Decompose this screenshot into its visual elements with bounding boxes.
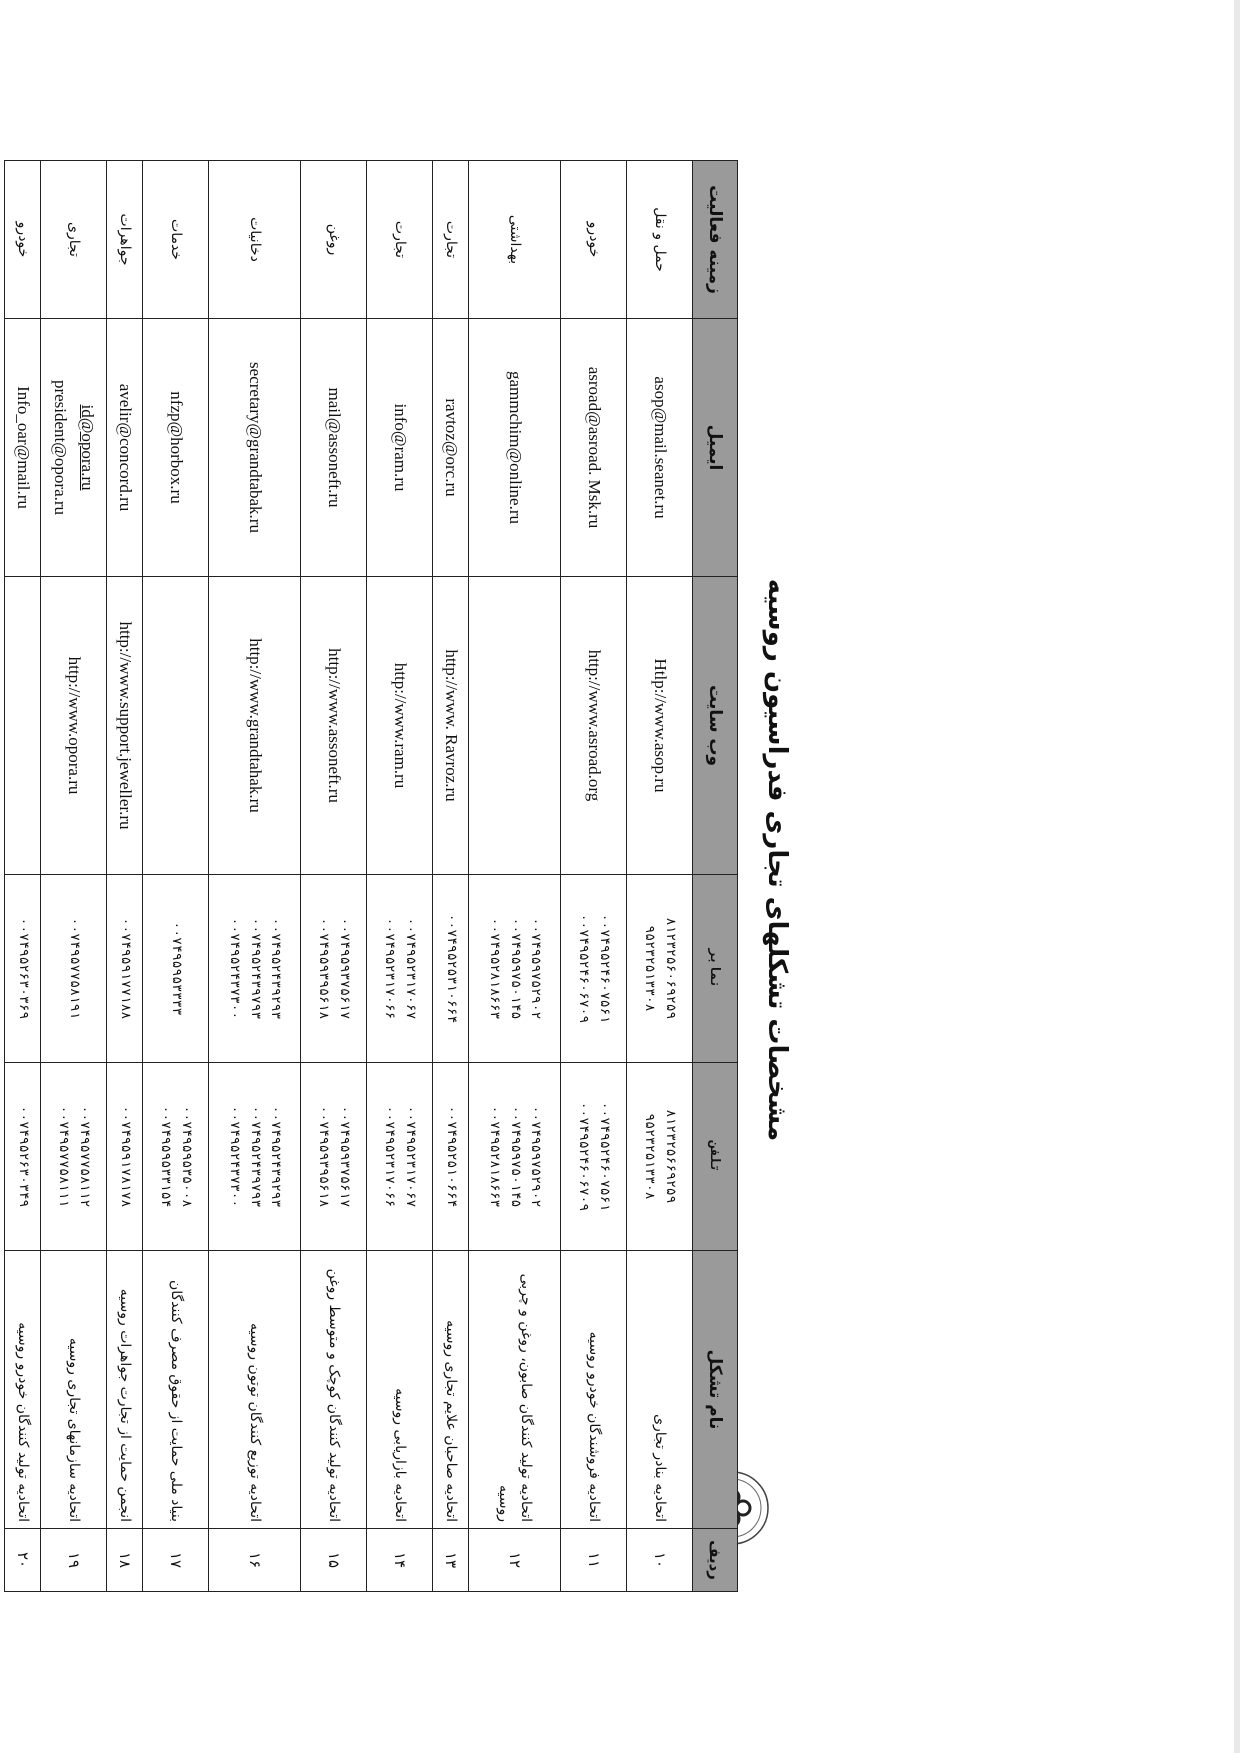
- row-number: ۱۵: [301, 1529, 367, 1592]
- phone-number: ۰۰۷۴۹۵۹۳۹۵۶۱۸: [316, 1105, 332, 1208]
- fax-number: ۰۰۷۴۹۵۲۶۳۰۳۶۹: [15, 917, 31, 1020]
- row-number: ۱۶: [209, 1529, 301, 1592]
- row-number: ۱۷: [143, 1529, 209, 1592]
- organizations-table: [4, 160, 738, 1592]
- phone-cell: [5, 1063, 41, 1251]
- organization-name: اتحادیه تولید کنندگان صابون، روغن و چربی روسیه: [469, 1251, 561, 1529]
- header-row-number: ردیف: [693, 1529, 738, 1592]
- phone-number: ۸۱۲۳۲۵۶۶۹۲۵۹: [662, 1109, 678, 1204]
- fax-number: ۰۰۷۴۹۵۷۷۵۸۱۹۱: [66, 917, 82, 1020]
- email-cell: [209, 319, 301, 577]
- email-link[interactable]: gammchim@online.ru: [505, 370, 525, 525]
- phone-number: ۰۰۷۴۹۵۲۴۶۰۷۵۶۱: [596, 1101, 612, 1212]
- fax-cell: [41, 875, 107, 1063]
- table-row: [367, 161, 433, 1592]
- website-link[interactable]: http://www.ram.ru: [367, 577, 433, 875]
- phone-number: ۰۰۷۴۹۵۹۵۳۳۱۵۴: [158, 1105, 174, 1208]
- website-link[interactable]: [143, 577, 209, 875]
- website-link[interactable]: Htlp://www.asop.ru: [627, 577, 693, 875]
- email-cell: [5, 319, 41, 577]
- phone-cell: [107, 1063, 143, 1251]
- organization-name: بنیاد ملی حمایت از حقوق مصرف کنندگان: [143, 1251, 209, 1529]
- fax-cell: [433, 875, 469, 1063]
- activity-field: حمل و نقل: [627, 161, 693, 319]
- phone-number: ۰۰۷۴۹۵۲۴۳۷۳۰۰: [227, 1105, 243, 1208]
- email-link[interactable]: ravtoz@orc.ru: [441, 398, 461, 497]
- email-cell: [433, 319, 469, 577]
- email-link[interactable]: id@opora.ru: [77, 404, 97, 491]
- fax-cell: [561, 875, 627, 1063]
- table-row: [107, 161, 143, 1592]
- header-website: وب سایت: [693, 577, 738, 875]
- activity-field: بهداشتی: [469, 161, 561, 319]
- phone-number: ۰۰۷۴۹۵۷۷۵۸۱۱۱: [56, 1105, 72, 1208]
- phone-number: ۰۰۷۴۹۵۹۷۵۰۱۴۵: [507, 1105, 523, 1208]
- phone-cell: [41, 1063, 107, 1251]
- header-name: نام تشکل: [693, 1251, 738, 1529]
- phone-number: ۰۰۷۴۹۵۲۴۳۹۲۹۳: [267, 1105, 283, 1208]
- page-title: مشخصات تشکلهای تجاری فدراسیون روسیه: [762, 578, 792, 1142]
- activity-field: روغن: [301, 161, 367, 319]
- email-cell: [107, 319, 143, 577]
- table-row: [41, 161, 107, 1592]
- rotated-page: [0, 140, 802, 1580]
- phone-number: ۰۰۷۴۹۵۲۳۱۷۰۶۷: [402, 1105, 418, 1208]
- table-body: [5, 161, 693, 1592]
- phone-cell: [627, 1063, 693, 1251]
- phone-number: ۹۵۲۳۲۵۱۳۳۰۸: [642, 1113, 658, 1200]
- table-row: [209, 161, 301, 1592]
- phone-number: ۰۰۷۴۹۵۹۳۷۵۶۱۷: [336, 1105, 352, 1208]
- phone-number: ۰۰۷۴۹۵۲۳۱۷۰۶۶: [382, 1105, 398, 1208]
- phone-number: ۰۰۷۴۹۵۲۵۱۰۶۶۴: [443, 1105, 459, 1208]
- header-row: [693, 161, 738, 1592]
- fax-number: ۰۰۷۴۹۵۹۵۳۳۳۳: [168, 921, 184, 1016]
- activity-field: تجارت: [433, 161, 469, 319]
- fax-cell: [627, 875, 693, 1063]
- website-link[interactable]: http://www.grandtahak.ru: [209, 577, 301, 875]
- table-row: [469, 161, 561, 1592]
- row-number: ۱۴: [367, 1529, 433, 1592]
- row-number: ۱۱: [561, 1529, 627, 1592]
- row-number: ۱۳: [433, 1529, 469, 1592]
- email-link[interactable]: mail@assoneft.ru: [324, 387, 344, 508]
- fax-number: ۰۰۷۴۹۵۹۷۵۲۹۰۲: [527, 917, 543, 1020]
- fax-number: ۰۰۷۴۹۵۲۳۱۷۰۶۶: [382, 917, 398, 1020]
- fax-number: ۰۰۷۴۹۵۹۱۷۷۱۸۸: [117, 917, 133, 1020]
- fax-number: ۰۰۷۴۹۵۹۷۵۰۱۴۵: [507, 917, 523, 1020]
- website-link[interactable]: http://www.support.jeweller.ru: [107, 577, 143, 875]
- fax-cell: [143, 875, 209, 1063]
- website-link[interactable]: http://www.assoneft.ru: [301, 577, 367, 875]
- table-row: [143, 161, 209, 1592]
- phone-number: ۰۰۷۴۹۵۹۵۳۵۰۰۸: [178, 1105, 194, 1208]
- phone-number: ۰۰۷۴۹۵۹۱۷۸۱۷۸: [117, 1105, 133, 1208]
- organization-name: اتحادیه صاحبان علایم تجاری روسیه: [433, 1251, 469, 1529]
- fax-number: ۰۰۷۴۹۵۹۳۹۵۶۱۸: [316, 917, 332, 1020]
- table-row: [561, 161, 627, 1592]
- activity-field: خدمات: [143, 161, 209, 319]
- fax-cell: [5, 875, 41, 1063]
- fax-number: ۰۰۷۴۹۵۹۳۷۵۶۱۷: [336, 917, 352, 1020]
- email-link[interactable]: president@opora.ru: [51, 379, 71, 516]
- website-link[interactable]: http://www. Ravroz.ru: [433, 577, 469, 875]
- fax-number: ۰۰۷۴۹۵۲۴۶۰۶۷۰۹: [576, 913, 592, 1024]
- phone-cell: [143, 1063, 209, 1251]
- header-fax: نمابر: [693, 875, 738, 1063]
- email-cell: [143, 319, 209, 577]
- phone-number: ۰۰۷۴۹۵۲۴۶۰۶۷۰۹: [576, 1101, 592, 1212]
- phone-number: ۰۰۷۴۹۵۹۷۵۲۹۰۲: [527, 1105, 543, 1208]
- row-number: ۱۹: [41, 1529, 107, 1592]
- email-link[interactable]: asop@mail.seanet.ru: [650, 376, 670, 519]
- phone-number: ۰۰۷۴۹۵۷۷۵۸۱۱۲: [76, 1105, 92, 1208]
- phone-number: ۰۰۷۴۹۵۲۸۱۸۶۶۳: [487, 1105, 503, 1208]
- table-row: [627, 161, 693, 1592]
- organization-name: اتحادیه تولید کنندگان خودرو روسیه: [5, 1251, 41, 1529]
- email-cell: [469, 319, 561, 577]
- email-link[interactable]: secretary@grandtabak.ru: [245, 362, 265, 533]
- email-cell: [561, 319, 627, 577]
- organization-name: اتحادیه فروشندگان خودرو روسیه: [561, 1251, 627, 1529]
- fax-cell: [367, 875, 433, 1063]
- fax-cell: [301, 875, 367, 1063]
- website-link[interactable]: [469, 577, 561, 875]
- activity-field: تجاری: [41, 161, 107, 319]
- fax-cell: [209, 875, 301, 1063]
- table-row: [301, 161, 367, 1592]
- phone-number: ۰۰۷۴۹۵۲۴۳۹۷۹۳: [247, 1105, 263, 1208]
- email-cell: [627, 319, 693, 577]
- fax-cell: [469, 875, 561, 1063]
- website-link[interactable]: http://www.opora.ru: [41, 577, 107, 875]
- fax-number: ۰۰۷۴۹۵۲۸۱۸۶۶۳: [487, 917, 503, 1020]
- phone-cell: [301, 1063, 367, 1251]
- phone-cell: [433, 1063, 469, 1251]
- table-row: [433, 161, 469, 1592]
- email-link[interactable]: asroad@asroad. Msk.ru: [584, 366, 604, 529]
- fax-number: ۰۰۷۴۹۵۲۴۳۹۲۹۳: [267, 917, 283, 1020]
- fax-number: ۰۰۷۴۹۵۲۵۳۱۰۶۶۴: [443, 913, 459, 1024]
- fax-number: ۹۵۲۳۲۵۱۳۳۰۸: [642, 925, 658, 1012]
- row-number: ۱۲: [469, 1529, 561, 1592]
- website-link[interactable]: http://www.asroad.org: [561, 577, 627, 875]
- fax-number: ۸۱۲۳۲۵۶۰۶۹۲۵۹: [662, 917, 678, 1020]
- organization-name: اتحادیه توزیع کنندگان توتون روسیه: [209, 1251, 301, 1529]
- organization-name: اتحادیه بازاریابی روسیه: [367, 1251, 433, 1529]
- email-link[interactable]: nfzp@horbox.ru: [166, 391, 186, 504]
- organization-name: اتحادیه تولید کنندگان کوچک و متوسط روغن: [301, 1251, 367, 1529]
- header-email: ایمیل: [693, 319, 738, 577]
- organization-name: انجمن حمایت از تجارت جواهرات روسیه: [107, 1251, 143, 1529]
- fax-number: ۰۰۷۴۹۵۲۴۶۰۷۵۶۱: [596, 913, 612, 1024]
- activity-field: خودرو: [561, 161, 627, 319]
- email-cell: [41, 319, 107, 577]
- email-link[interactable]: info@ram.ru: [390, 403, 410, 492]
- fax-number: ۰۰۷۴۹۵۲۴۳۷۳۰۰: [227, 917, 243, 1020]
- header-field: زمینه فعالیت: [693, 161, 738, 319]
- phone-cell: [469, 1063, 561, 1251]
- activity-field: جواهرات: [107, 161, 143, 319]
- email-cell: [301, 319, 367, 577]
- table-row: [5, 161, 41, 1592]
- phone-cell: [561, 1063, 627, 1251]
- row-number: ۲۰: [5, 1529, 41, 1592]
- row-number: ۱۰: [627, 1529, 693, 1592]
- phone-cell: [209, 1063, 301, 1251]
- fax-number: ۰۰۷۴۹۵۲۴۳۹۷۹۳: [247, 917, 263, 1020]
- phone-cell: [367, 1063, 433, 1251]
- phone-number: ۰۰۷۴۹۵۲۶۳۰۳۴۹: [15, 1105, 31, 1208]
- email-cell: [367, 319, 433, 577]
- organization-name: اتحادیه بنادر تجاری: [627, 1251, 693, 1529]
- activity-field: تجارت: [367, 161, 433, 319]
- fax-number: ۰۰۷۴۹۵۲۳۱۷۰۶۷: [402, 917, 418, 1020]
- organization-name: اتحادیه سازمانهای تجاری روسیه: [41, 1251, 107, 1529]
- fax-cell: [107, 875, 143, 1063]
- scan-edge: [1234, 0, 1240, 1753]
- website-link[interactable]: [5, 577, 41, 875]
- activity-field: دخانیات: [209, 161, 301, 319]
- activity-field: خودرو: [5, 161, 41, 319]
- email-link[interactable]: Info_oar@mail.ru: [13, 386, 33, 509]
- email-link[interactable]: avelir@concord.ru: [115, 383, 135, 512]
- header-phone: تلفن: [693, 1063, 738, 1251]
- row-number: ۱۸: [107, 1529, 143, 1592]
